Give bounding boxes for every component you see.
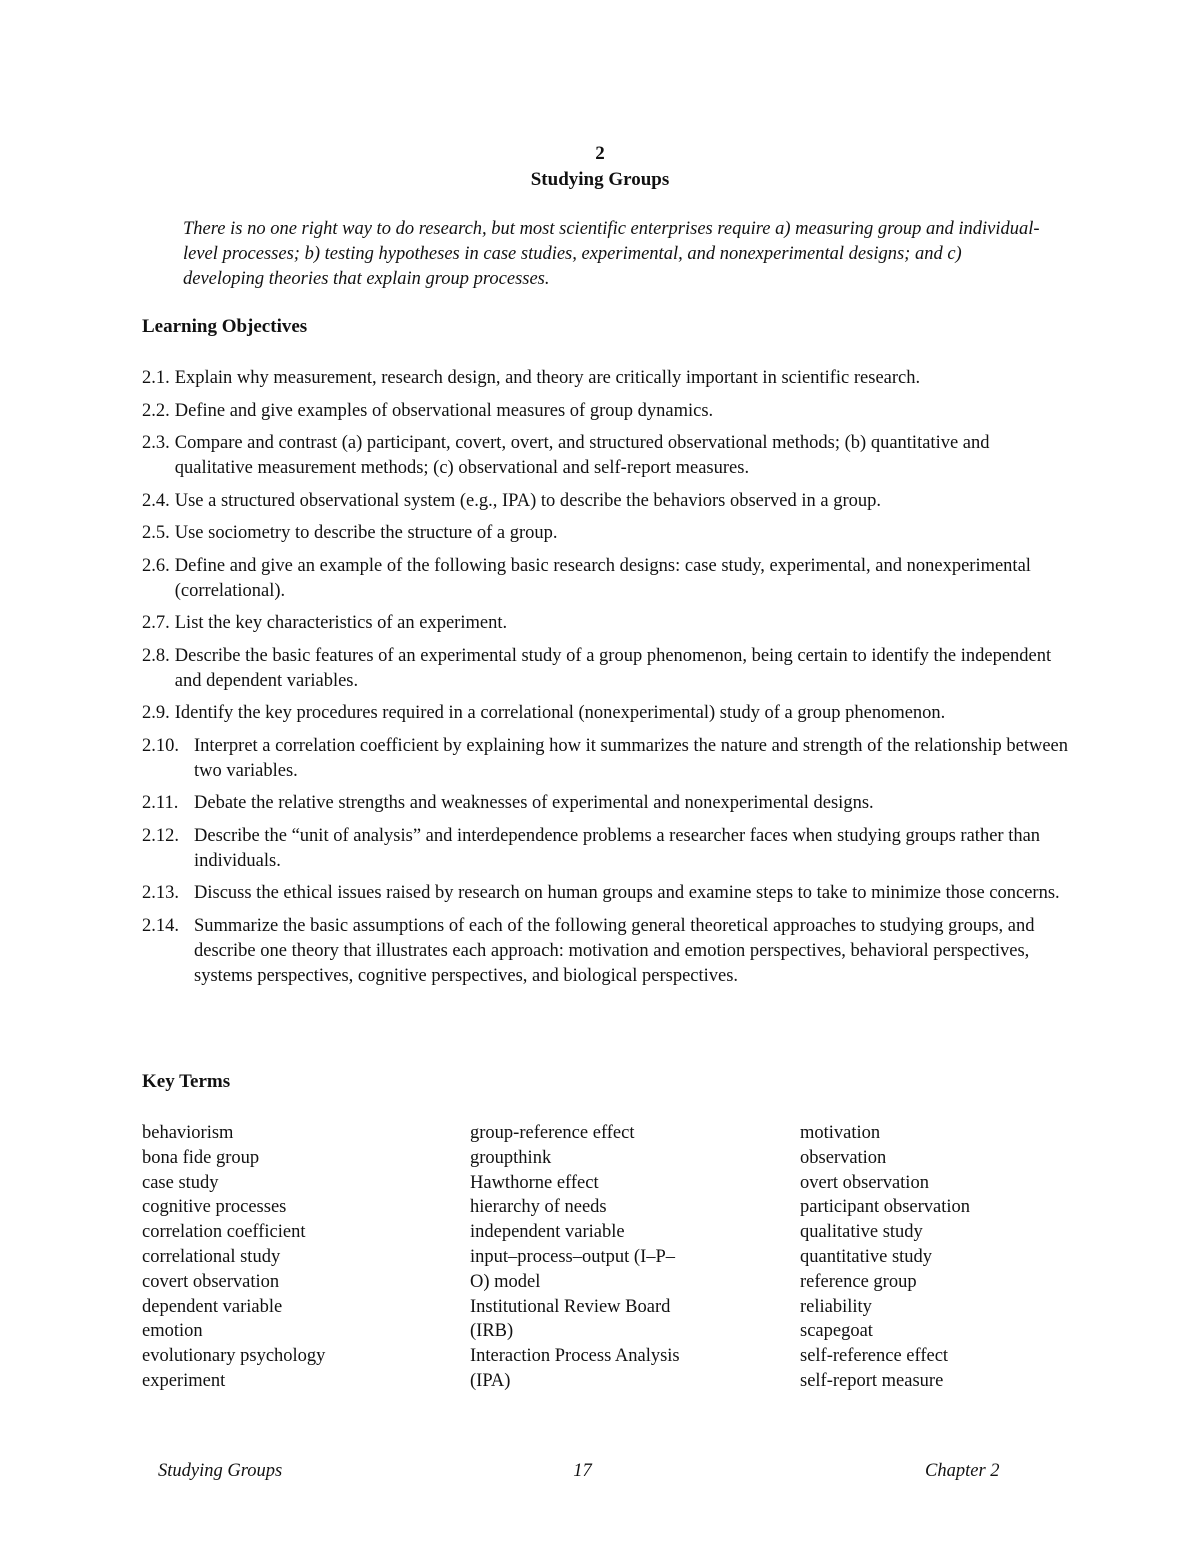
key-term: case study bbox=[142, 1172, 219, 1193]
key-term: emotion bbox=[142, 1321, 203, 1342]
key-term: O) model bbox=[470, 1271, 541, 1292]
learning-objective bbox=[142, 824, 1072, 874]
key-term: cognitive processes bbox=[142, 1197, 287, 1218]
learning-objective bbox=[142, 554, 1072, 604]
key-term: independent variable bbox=[470, 1222, 625, 1243]
learning-objective bbox=[142, 611, 1072, 636]
key-term: reliability bbox=[800, 1296, 872, 1317]
objective-number: 2.14. bbox=[142, 915, 179, 936]
objective-text: Describe the basic features of an experimental study of a group phenomenon, being certain to identify the independent and dependent variables. bbox=[174, 645, 1052, 691]
objective-text: Discuss the ethical issues raised by research on human groups and examine steps to take to minimize those concerns. bbox=[194, 883, 1060, 903]
key-term: dependent variable bbox=[142, 1296, 283, 1317]
objective-text: Compare and contrast (a) participant, covert, overt, and structured observational methods; (b) quantitative and qualitative measurement methods; (c) observational and self-report measures. bbox=[174, 433, 990, 478]
objective-number: 2.13. bbox=[142, 883, 179, 903]
objective-number: 2.8. bbox=[142, 645, 170, 666]
key-term: (IRB) bbox=[470, 1321, 514, 1342]
learning-objective bbox=[142, 431, 1072, 481]
learning-objective bbox=[142, 791, 1072, 816]
objective-text: Debate the relative strengths and weaknesses of experimental and nonexperimental designs. bbox=[194, 793, 874, 813]
learning-objective bbox=[142, 701, 1072, 726]
objective-text: List the key characteristics of an experiment. bbox=[174, 613, 508, 633]
objective-number: 2.7. bbox=[142, 613, 170, 633]
objective-text: Describe the “unit of analysis” and interdependence problems a researcher faces when studying groups rather than individuals. bbox=[194, 825, 1041, 871]
objective-text: Summarize the basic assumptions of each of the following general theoretical approaches to studying groups, and describe one theory that illustrates each approach: motivation and emotion perspectives, behavioral perspectives, systems perspectives, cognitive perspectives, and biological perspectives. bbox=[194, 915, 1035, 986]
key-terms-column bbox=[142, 1121, 470, 1394]
learning-objective bbox=[142, 881, 1072, 906]
chapter-title: Studying Groups bbox=[530, 169, 670, 190]
objective-number: 2.9. bbox=[142, 703, 170, 723]
key-term: scapegoat bbox=[800, 1321, 873, 1342]
objective-number: 2.5. bbox=[142, 523, 170, 543]
objective-number: 2.3. bbox=[142, 433, 170, 453]
footer-chapter: Chapter 2 bbox=[925, 1461, 1000, 1481]
key-term: covert observation bbox=[142, 1271, 280, 1292]
objective-text: Interpret a correlation coefficient by explaining how it summarizes the nature and strength of the relationship between two variables. bbox=[194, 735, 1068, 781]
key-term: self-reference effect bbox=[800, 1346, 949, 1367]
footer-page-number: 17 bbox=[573, 1461, 592, 1481]
key-term: self-report measure bbox=[800, 1370, 944, 1391]
objective-number: 2.6. bbox=[142, 555, 170, 576]
learning-objectives-list bbox=[142, 366, 1072, 996]
key-term: behaviorism bbox=[142, 1123, 234, 1143]
key-term: overt observation bbox=[800, 1172, 929, 1193]
key-terms-column bbox=[470, 1121, 800, 1394]
key-term: experiment bbox=[142, 1370, 226, 1391]
key-term: quantitative study bbox=[800, 1246, 933, 1267]
key-term: (IPA) bbox=[470, 1370, 511, 1391]
key-term: motivation bbox=[800, 1123, 881, 1143]
key-term: hierarchy of needs bbox=[470, 1197, 607, 1218]
objective-number: 2.11. bbox=[142, 793, 179, 813]
key-term: Institutional Review Board bbox=[470, 1296, 671, 1317]
key-term: Hawthorne effect bbox=[470, 1172, 599, 1193]
key-term: correlation coefficient bbox=[142, 1222, 306, 1243]
learning-objective bbox=[142, 521, 1072, 546]
learning-objective bbox=[142, 489, 1072, 514]
key-terms-column bbox=[800, 1121, 1040, 1394]
objective-text: Use sociometry to describe the structure of a group. bbox=[174, 523, 558, 543]
key-term: qualitative study bbox=[800, 1222, 923, 1243]
key-term: groupthink bbox=[470, 1147, 552, 1168]
objective-text: Use a structured observational system (e.g., IPA) to describe the behaviors observed in a group. bbox=[174, 490, 881, 511]
chapter-epigraph: There is no one right way to do research, but most scientific enterprises require a) measuring group and individual-level processes; b) testing hypotheses in case studies, experimental, and nonexperimental designs; and c) developing theories that explain group processes. bbox=[183, 219, 1040, 289]
learning-objective bbox=[142, 644, 1072, 694]
key-term: reference group bbox=[800, 1271, 917, 1292]
objective-number: 2.2. bbox=[142, 400, 170, 421]
learning-objective bbox=[142, 399, 1072, 424]
key-term: Interaction Process Analysis bbox=[470, 1346, 680, 1367]
key-term: group-reference effect bbox=[470, 1123, 635, 1143]
objective-number: 2.1. bbox=[142, 368, 170, 388]
key-term: observation bbox=[800, 1147, 887, 1168]
objective-number: 2.12. bbox=[142, 825, 179, 846]
key-term: participant observation bbox=[800, 1197, 971, 1218]
objective-number: 2.4. bbox=[142, 490, 170, 511]
objective-text: Identify the key procedures required in a correlational (nonexperimental) study of a group phenomenon. bbox=[174, 703, 946, 723]
key-terms-heading: Key Terms bbox=[142, 1071, 231, 1092]
key-term: bona fide group bbox=[142, 1147, 260, 1168]
learning-objectives-heading: Learning Objectives bbox=[142, 316, 308, 337]
objective-text: Define and give examples of observational measures of group dynamics. bbox=[174, 400, 714, 421]
objective-text: Explain why measurement, research design, and theory are critically important in scientific research. bbox=[174, 368, 921, 388]
learning-objective bbox=[142, 734, 1072, 784]
objective-number: 2.10. bbox=[142, 735, 179, 756]
objective-text: Define and give an example of the following basic research designs: case study, experimental, and nonexperimental (correlational). bbox=[174, 555, 1031, 601]
key-term: evolutionary psychology bbox=[142, 1346, 326, 1367]
learning-objective bbox=[142, 366, 1072, 391]
key-term: input–process–output (I–P– bbox=[470, 1246, 676, 1267]
footer-book-title: Studying Groups bbox=[158, 1461, 283, 1481]
learning-objective bbox=[142, 914, 1072, 989]
key-terms-grid bbox=[142, 1121, 1042, 1394]
key-term: correlational study bbox=[142, 1246, 281, 1267]
chapter-number: 2 bbox=[595, 143, 605, 164]
